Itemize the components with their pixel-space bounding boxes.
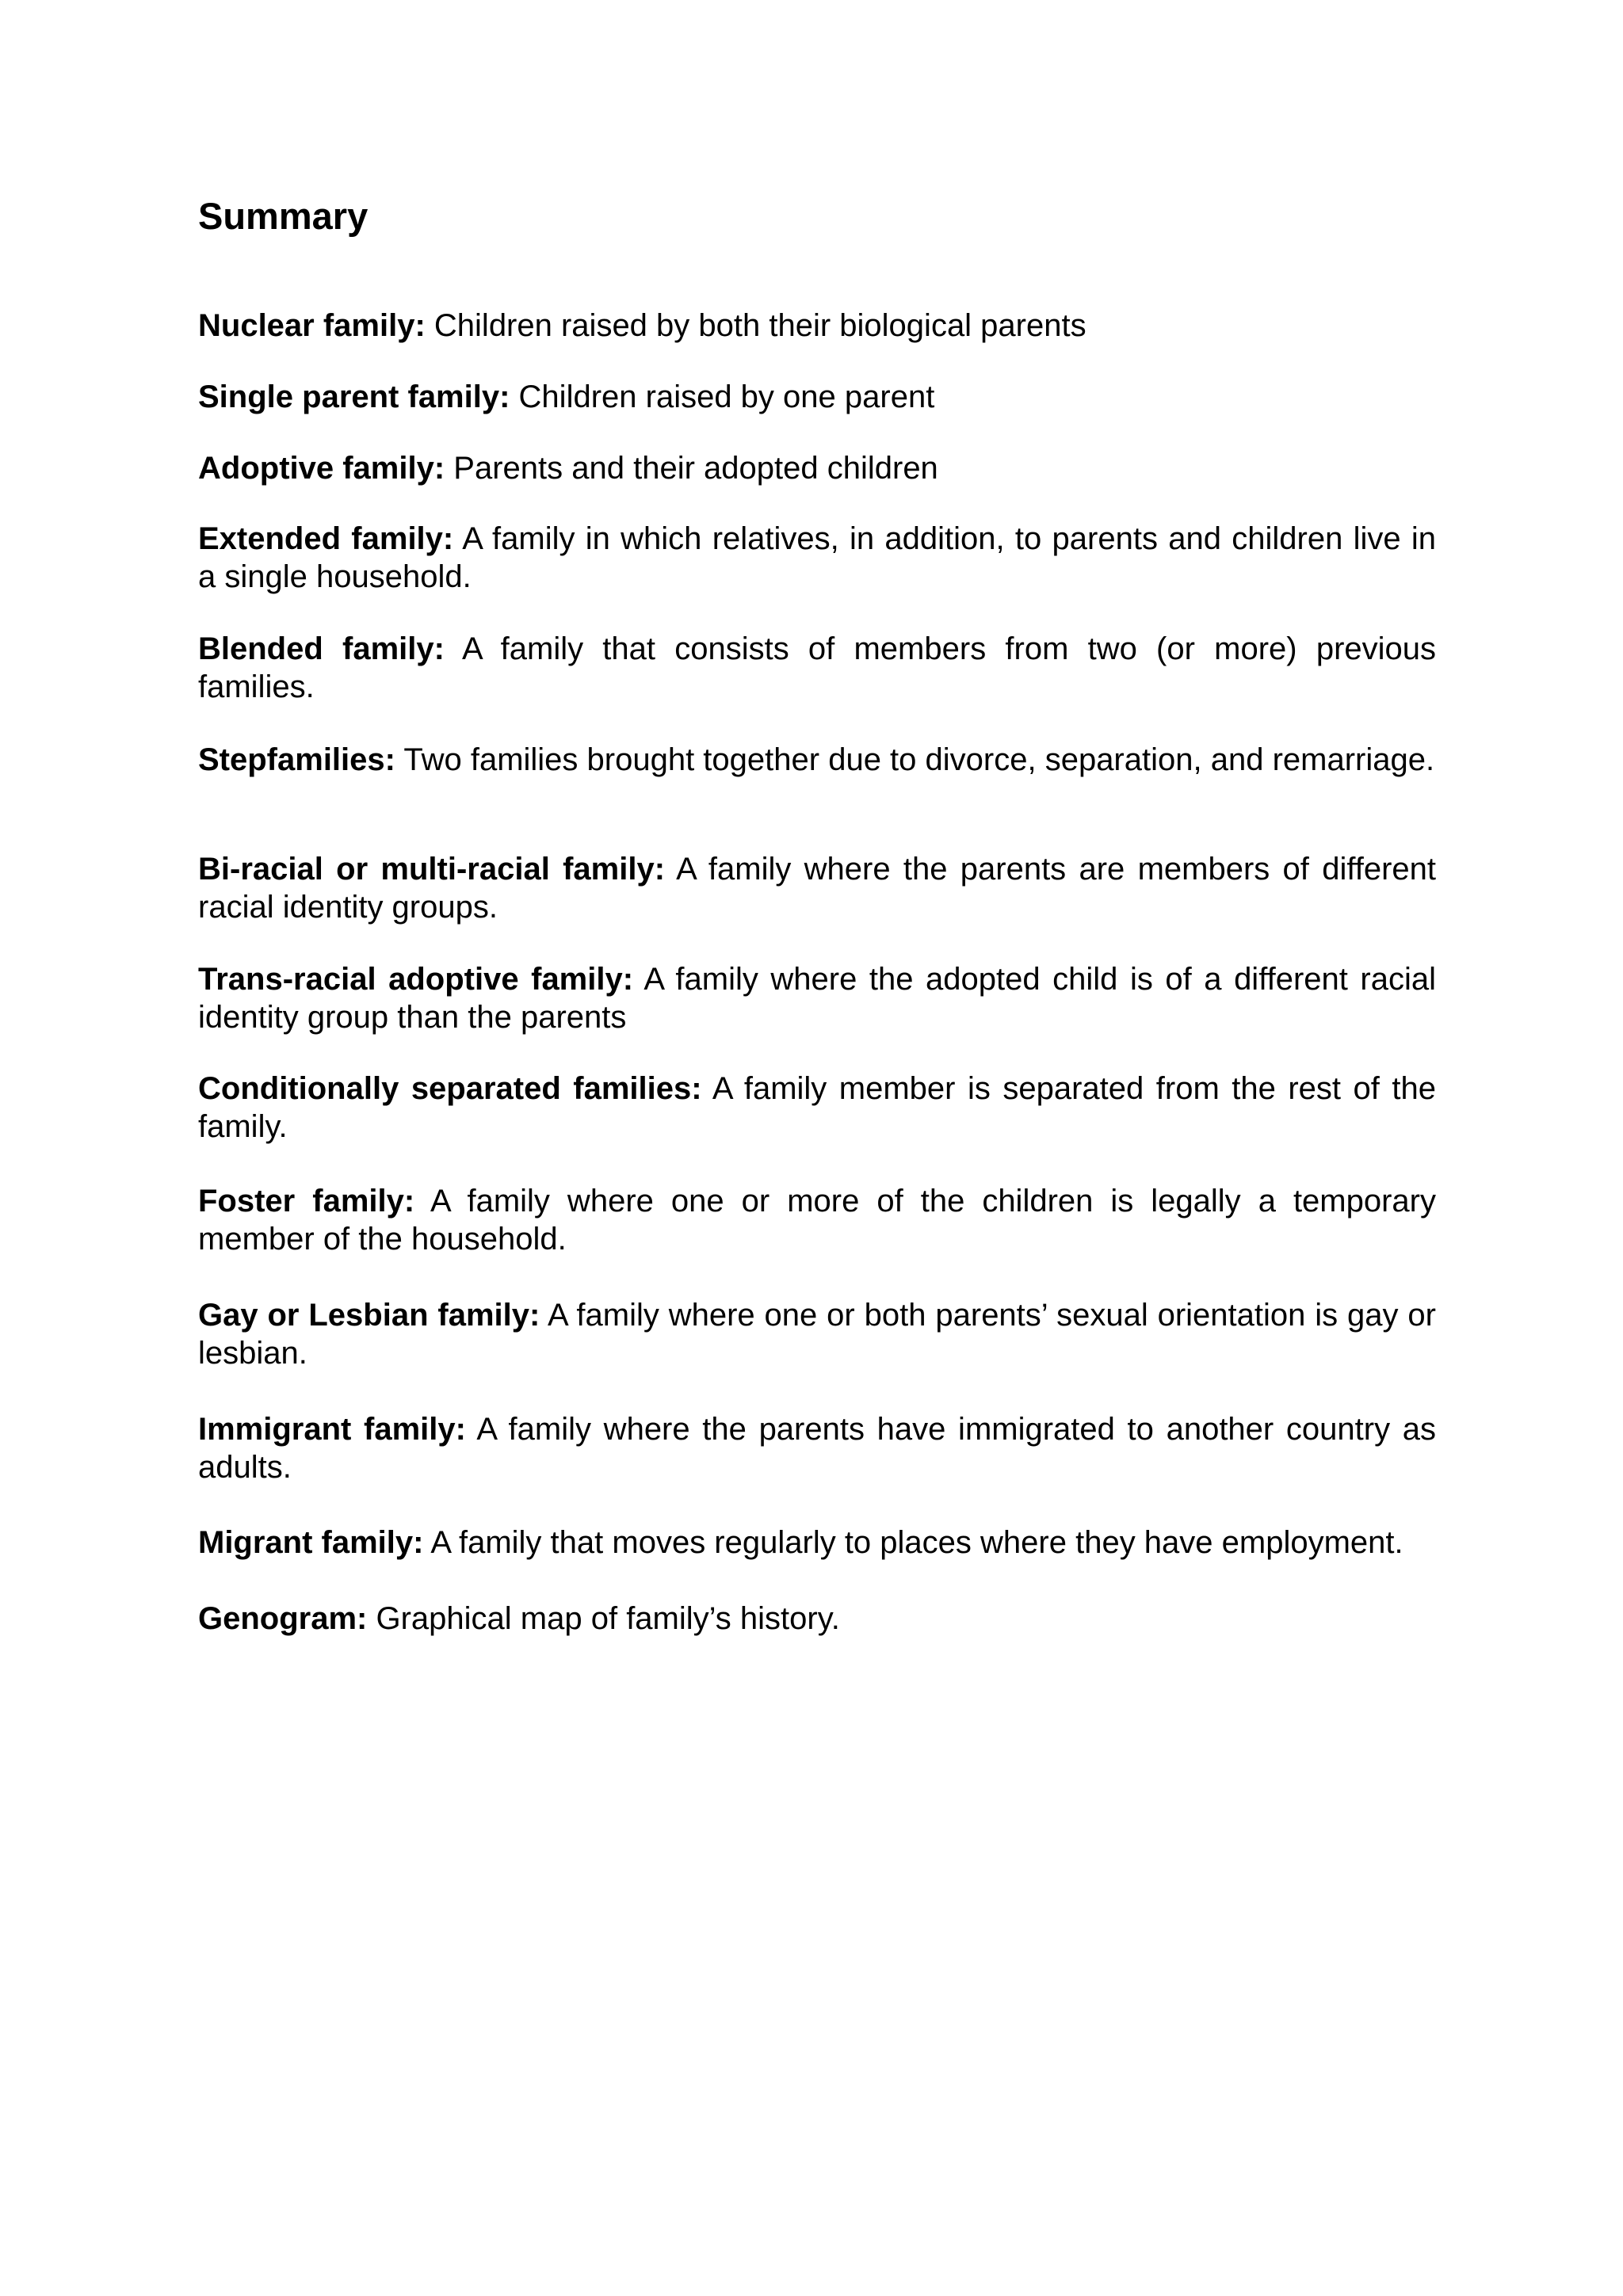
definition-immigrant-family — [198, 1410, 1436, 1486]
term-label: Blended family: — [198, 631, 445, 666]
term-label: Immigrant family: — [198, 1412, 466, 1447]
definition-text: A family that moves regularly to places where they have employment. — [430, 1525, 1403, 1560]
definition-single-parent-family — [198, 378, 1436, 416]
definition-stepfamilies — [198, 741, 1436, 779]
term-label: Conditionally separated families: — [198, 1071, 702, 1106]
definition-text: A family in which relatives, in addition, to parents and children live in a single household. — [198, 521, 1436, 594]
definition-text: Children raised by one parent — [518, 379, 935, 414]
definition-nuclear-family — [198, 307, 1436, 345]
term-label: Trans-racial adoptive family: — [198, 962, 634, 997]
definition-text: A family where the parents are members of different racial identity groups. — [198, 852, 1437, 925]
definition-blended-family — [198, 630, 1436, 706]
term-label: Stepfamilies: — [198, 742, 395, 777]
definition-text: A family that consists of members from two (or more) previous families. — [198, 631, 1437, 704]
definition-text: A family where the parents have immigrated to another country as adults. — [198, 1412, 1436, 1485]
definition-adoptive-family — [198, 449, 1436, 487]
term-label: Nuclear family: — [198, 308, 426, 343]
term-label: Bi-racial or multi-racial family: — [198, 852, 666, 887]
term-label: Single parent family: — [198, 379, 510, 414]
definition-gay-or-lesbian-family — [198, 1296, 1436, 1372]
definition-text: A family where one or more of the children is legally a temporary member of the household. — [198, 1184, 1437, 1257]
definition-text: Parents and their adopted children — [453, 451, 938, 486]
definition-text: Two families brought together due to divorce, separation, and remarriage. — [403, 742, 1435, 777]
term-label: Gay or Lesbian family: — [198, 1298, 540, 1333]
term-label: Genogram: — [198, 1601, 368, 1636]
definition-text: Children raised by both their biological parents — [433, 308, 1086, 343]
term-label: Migrant family: — [198, 1525, 424, 1560]
definition-migrant-family — [198, 1524, 1436, 1562]
definition-transracial-adoptive-family — [198, 960, 1436, 1036]
definition-extended-family — [198, 520, 1436, 596]
definition-biracial-family — [198, 850, 1436, 926]
definition-text: A family where the adopted child is of a different racial identity group than the parents — [198, 962, 1436, 1035]
definition-text: A family where one or both parents’ sexual orientation is gay or lesbian. — [198, 1298, 1436, 1371]
definition-conditionally-separated-families — [198, 1070, 1436, 1146]
page-title: Summary — [198, 195, 369, 237]
term-label: Foster family: — [198, 1184, 415, 1219]
term-label: Adoptive family: — [198, 451, 445, 486]
definition-text: A family member is separated from the rest of the family. — [198, 1071, 1436, 1144]
definition-foster-family — [198, 1182, 1436, 1258]
definition-genogram — [198, 1600, 1436, 1638]
term-label: Extended family: — [198, 521, 454, 556]
definition-text: Graphical map of family’s history. — [376, 1601, 840, 1636]
